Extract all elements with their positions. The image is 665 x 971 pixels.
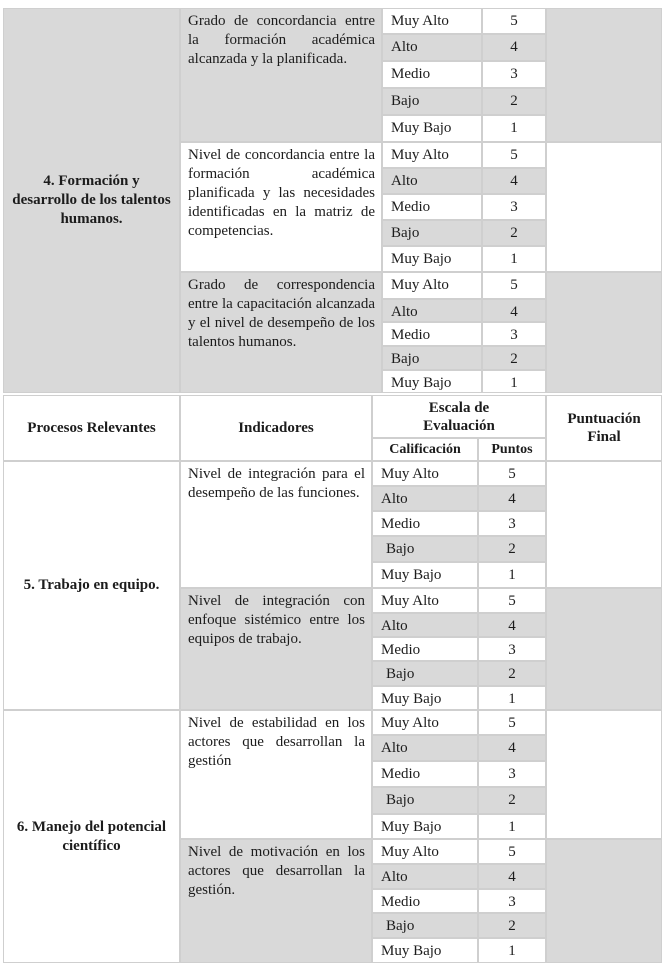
process-cell [3,710,180,963]
rating-cell: Medio [382,61,482,88]
process-cell [3,8,180,393]
rating-cell: Muy Alto [372,461,478,486]
points-cell: 3 [478,889,546,913]
points-cell: 5 [478,588,546,613]
points-cell: 3 [478,511,546,536]
process-label: 4. Formación y desarrollo de los talentos humanos. [12,173,171,227]
points-cell: 4 [478,864,546,889]
process-label: 6. Manejo del potencial científico [16,818,167,854]
rating-cell: Muy Alto [382,272,482,299]
points-cell: 5 [478,839,546,864]
points-cell: 1 [478,814,546,839]
points-cell: 3 [482,322,546,346]
rating-cell: Alto [372,613,478,637]
rating-cell: Muy Bajo [372,814,478,839]
rating-cell: Bajo [382,346,482,370]
points-cell: 3 [482,194,546,220]
points-cell: 2 [478,536,546,562]
rating-cell: Bajo [372,913,478,938]
rating-cell: Alto [372,486,478,511]
points-cell: 2 [478,787,546,814]
rating-cell: Medio [382,194,482,220]
rating-cell: Muy Bajo [372,686,478,710]
rating-cell: Muy Bajo [382,370,482,393]
process-cell [3,461,180,710]
points-cell: 3 [478,761,546,787]
final-score-cell [546,839,662,963]
rating-cell: Muy Bajo [382,115,482,142]
points-cell: 2 [482,220,546,246]
points-cell: 5 [482,272,546,299]
final-score-cell [546,272,662,393]
rating-cell: Alto [382,34,482,61]
indicator-text: Nivel de integración con enfoque sistémico entre los equipos de trabajo. [188,593,365,647]
points-cell: 5 [478,461,546,486]
indicator-text: Nivel de concordancia entre la formación académica planificada y las necesidades identificadas en la matriz de competencias. [188,147,375,239]
points-cell: 5 [482,142,546,168]
rating-cell: Medio [372,637,478,661]
final-score-cell [546,461,662,588]
rating-cell: Alto [372,864,478,889]
final-score-cell [546,710,662,839]
rating-cell: Alto [382,299,482,322]
points-cell: 1 [482,370,546,393]
rating-cell: Muy Alto [372,588,478,613]
points-cell: 4 [478,735,546,761]
rating-cell: Medio [372,889,478,913]
rating-cell: Bajo [382,88,482,115]
points-cell: 1 [478,562,546,588]
indicator-cell [180,272,382,393]
header-rating: Calificación [372,438,478,461]
points-cell: 5 [478,710,546,735]
process-label: 5. Trabajo en equipo. [23,577,160,593]
indicator-text: Grado de correspondencia entre la capacitación alcanzada y el nivel de desempeño de los talentos humanos. [188,277,375,350]
rating-cell: Bajo [372,536,478,562]
header-points: Puntos [478,438,546,461]
points-cell: 4 [478,486,546,511]
rating-cell: Muy Bajo [382,246,482,272]
points-cell: 2 [482,346,546,370]
rating-cell: Muy Alto [382,142,482,168]
header-process: Procesos Relevantes [3,395,180,461]
final-score-cell [546,142,662,272]
points-cell: 1 [478,686,546,710]
header-final-score: Puntuación Final [546,395,662,461]
points-cell: 4 [482,34,546,61]
header-indicators: Indicadores [180,395,372,461]
points-cell: 4 [482,299,546,322]
rating-cell: Bajo [372,661,478,686]
indicator-cell [180,710,372,839]
indicator-cell [180,8,382,142]
points-cell: 2 [482,88,546,115]
rating-cell: Alto [372,735,478,761]
points-cell: 5 [482,8,546,34]
final-score-cell [546,588,662,710]
points-cell: 4 [482,168,546,194]
rating-cell: Alto [382,168,482,194]
rating-cell: Muy Bajo [372,938,478,963]
rating-cell: Medio [372,761,478,787]
indicator-cell [180,839,372,963]
indicator-cell [180,588,372,710]
rating-cell: Medio [372,511,478,536]
points-cell: 3 [482,61,546,88]
indicator-cell [180,461,372,588]
points-cell: 1 [478,938,546,963]
indicator-text: Nivel de estabilidad en los actores que desarrollan la gestión [188,715,365,769]
rating-cell: Bajo [382,220,482,246]
points-cell: 4 [478,613,546,637]
points-cell: 1 [482,115,546,142]
final-score-cell [546,8,662,142]
points-cell: 2 [478,661,546,686]
rating-cell: Medio [382,322,482,346]
rating-cell: Muy Alto [382,8,482,34]
indicator-text: Nivel de integración para el desempeño de las funciones. [188,466,365,501]
indicator-text: Grado de concordancia entre la formación académica alcanzada y la planificada. [188,13,375,67]
rating-cell: Muy Bajo [372,562,478,588]
rating-cell: Bajo [372,787,478,814]
indicator-cell [180,142,382,272]
points-cell: 3 [478,637,546,661]
points-cell: 1 [482,246,546,272]
rating-cell: Muy Alto [372,710,478,735]
indicator-text: Nivel de motivación en los actores que desarrollan la gestión. [188,844,365,898]
rating-cell: Muy Alto [372,839,478,864]
points-cell: 2 [478,913,546,938]
header-scale: Escala de Evaluación [372,395,546,438]
